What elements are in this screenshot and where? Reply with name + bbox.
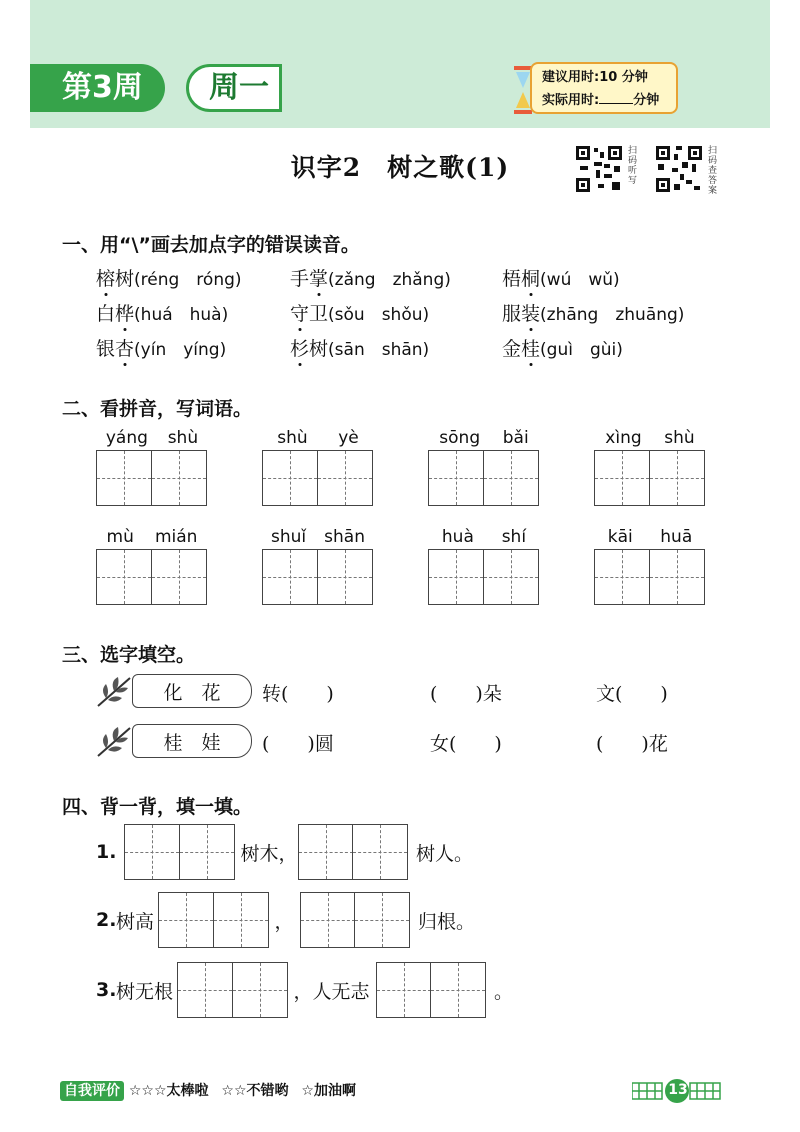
star-icon[interactable]: ☆☆ bbox=[221, 1083, 247, 1099]
pinyin-item: 榕树(réng róng) bbox=[96, 264, 242, 291]
qr-caption-answer: 扫码查答案 bbox=[708, 146, 718, 196]
section2-heading: 二、看拼音，写词语。 bbox=[62, 398, 253, 420]
qr-code-icon[interactable] bbox=[574, 144, 624, 194]
self-evaluation: 自我评价 ☆☆☆太棒啦 ☆☆不错哟 ☆加油啊 bbox=[60, 1080, 356, 1100]
writing-cell[interactable] bbox=[232, 962, 288, 1018]
star-icon[interactable]: ☆ bbox=[301, 1083, 314, 1099]
writing-cell[interactable] bbox=[124, 824, 180, 880]
writing-cell[interactable] bbox=[298, 824, 354, 880]
writing-cell[interactable] bbox=[594, 549, 650, 605]
recite-line: 3. 树无根 ，人无志 。 bbox=[96, 962, 513, 1018]
word-item: sōng bǎi bbox=[428, 428, 540, 506]
word-item: xìng shù bbox=[594, 428, 706, 506]
pinyin-item: 守卫(sǒu shǒu) bbox=[290, 299, 429, 326]
writing-cell[interactable] bbox=[428, 549, 484, 605]
pinyin-item: 银杏(yín yíng) bbox=[96, 334, 226, 361]
qr-code-icon[interactable] bbox=[654, 144, 704, 194]
writing-cell[interactable] bbox=[649, 549, 705, 605]
section1-heading: 一、用“\”画去加点字的错误读音。 bbox=[62, 234, 360, 256]
writing-cell[interactable] bbox=[96, 450, 152, 506]
recite-line: 2. 树高 ， 归根。 bbox=[96, 892, 475, 948]
actual-time: 实际用时: 分钟 bbox=[542, 93, 660, 108]
writing-cell[interactable] bbox=[354, 892, 410, 948]
blank-item[interactable]: ( )花 bbox=[596, 733, 668, 755]
word-item: shù yè bbox=[262, 428, 374, 506]
word-item: shuǐ shān bbox=[262, 527, 374, 605]
writing-cell[interactable] bbox=[177, 962, 233, 1018]
day-tag: 周一 bbox=[186, 64, 282, 112]
word-item: huà shí bbox=[428, 527, 540, 605]
writing-cell[interactable] bbox=[594, 450, 650, 506]
writing-cell[interactable] bbox=[428, 450, 484, 506]
writing-cell[interactable] bbox=[262, 549, 318, 605]
writing-cell[interactable] bbox=[483, 450, 539, 506]
pinyin-item: 服装(zhāng zhuāng) bbox=[502, 299, 684, 326]
writing-cell[interactable] bbox=[96, 549, 152, 605]
writing-cell[interactable] bbox=[649, 450, 705, 506]
pinyin-item: 梧桐(wú wǔ) bbox=[502, 264, 620, 291]
self-eval-label: 自我评价 bbox=[60, 1081, 124, 1101]
writing-cell[interactable] bbox=[300, 892, 356, 948]
pinyin-item: 白桦(huá huà) bbox=[96, 299, 228, 326]
pinyin-item: 金桂(guì gùi) bbox=[502, 334, 623, 361]
blank-item[interactable]: ( )圆 bbox=[262, 733, 334, 755]
choice-box: 桂 娃 bbox=[132, 724, 252, 758]
leaf-icon bbox=[94, 672, 134, 712]
time-box bbox=[530, 62, 678, 114]
writing-cell[interactable] bbox=[376, 962, 432, 1018]
writing-cell[interactable] bbox=[483, 549, 539, 605]
writing-cell[interactable] bbox=[213, 892, 269, 948]
writing-cell[interactable] bbox=[151, 450, 207, 506]
word-item: yáng shù bbox=[96, 428, 208, 506]
pinyin-item: 手掌(zǎng zhǎng) bbox=[290, 264, 451, 291]
writing-cell[interactable] bbox=[352, 824, 408, 880]
blank-item[interactable]: 转( ) bbox=[262, 683, 334, 705]
week-tag: 第3周 bbox=[30, 64, 165, 112]
writing-cell[interactable] bbox=[179, 824, 235, 880]
recite-line: 1. 树木， 树人。 bbox=[96, 824, 473, 880]
writing-cell[interactable] bbox=[317, 450, 373, 506]
blank-item[interactable]: 文( ) bbox=[596, 683, 668, 705]
writing-cell[interactable] bbox=[158, 892, 214, 948]
page-number: 13 bbox=[668, 1082, 688, 1098]
writing-cell[interactable] bbox=[317, 549, 373, 605]
word-item: mù mián bbox=[96, 527, 208, 605]
pinyin-item: 杉树(sān shān) bbox=[290, 334, 429, 361]
star-icon[interactable]: ☆☆☆ bbox=[128, 1083, 167, 1099]
page-title: 识字2 树之歌(1) bbox=[290, 153, 510, 182]
choice-box: 化 花 bbox=[132, 674, 252, 708]
section3-heading: 三、选字填空。 bbox=[62, 644, 196, 666]
word-item: kāi huā bbox=[594, 527, 706, 605]
qr-caption-listen: 扫码听写 bbox=[628, 146, 638, 186]
section4-heading: 四、背一背，填一填。 bbox=[62, 796, 253, 818]
suggested-time: 建议用时:10 分钟 bbox=[542, 70, 648, 85]
leaf-icon bbox=[94, 722, 134, 762]
blank-item[interactable]: 女( ) bbox=[430, 733, 502, 755]
writing-cell[interactable] bbox=[430, 962, 486, 1018]
blank-item[interactable]: ( )朵 bbox=[430, 683, 502, 705]
writing-cell[interactable] bbox=[151, 549, 207, 605]
writing-cell[interactable] bbox=[262, 450, 318, 506]
